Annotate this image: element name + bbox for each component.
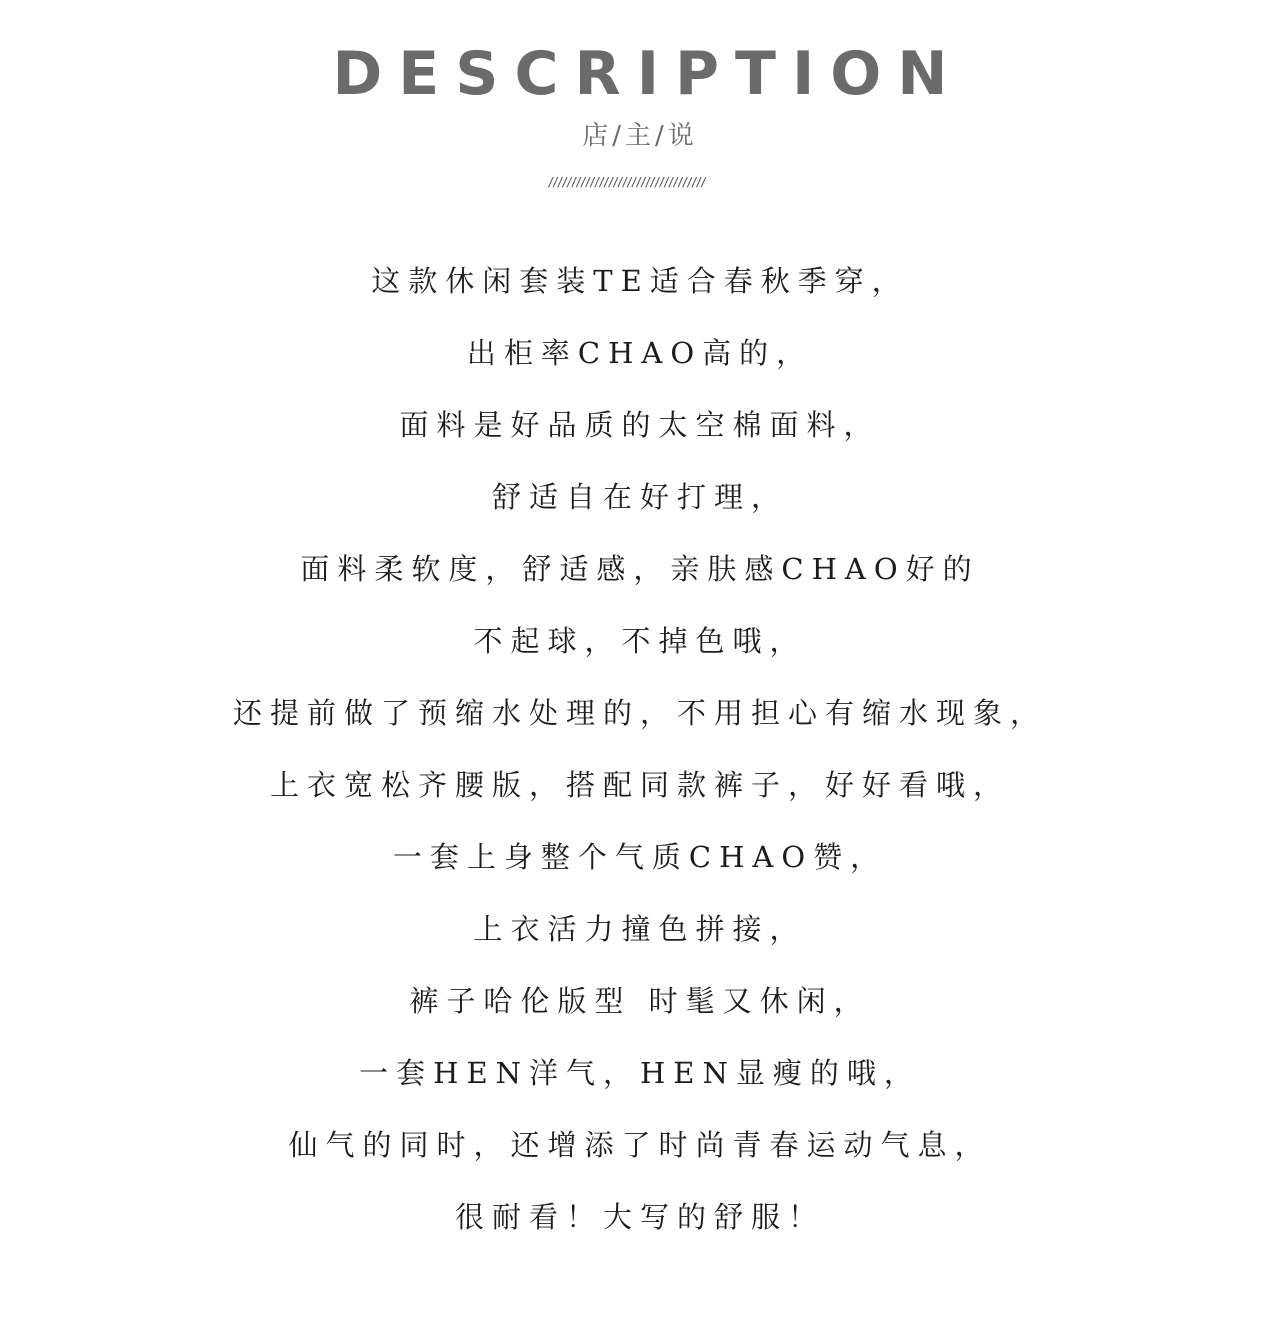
description-line: 还提前做了预缩水处理的，不用担心有缩水现象， bbox=[232, 696, 1047, 730]
description-line: 一套上身整个气质CHAO赞， bbox=[392, 840, 888, 874]
slash-divider: ////////////////////////////////// bbox=[547, 175, 705, 189]
page-subtitle: 店/主/说 bbox=[582, 121, 698, 151]
description-line: 面料柔软度，舒适感，亲肤感CHAO好的 bbox=[300, 552, 980, 586]
description-line: 这款休闲套装TE适合春秋季穿， bbox=[371, 264, 909, 298]
description-line: 仙气的同时，还增添了时尚青春运动气息， bbox=[288, 1128, 992, 1162]
description-line: 上衣宽松齐腰版，搭配同款裤子，好好看哦， bbox=[269, 768, 1010, 802]
description-line: 面料是好品质的太空棉面料， bbox=[399, 408, 881, 442]
description-text bbox=[0, 245, 1280, 1253]
description-line: 不起球，不掉色哦， bbox=[473, 624, 807, 658]
description-line: 出柜率CHAO高的， bbox=[466, 336, 814, 370]
description-line: 裤子哈伦版型 时髦又休闲， bbox=[409, 984, 871, 1018]
description-line: 一套HEN洋气，HEN显瘦的哦， bbox=[359, 1056, 921, 1090]
description-line: 很耐看！大写的舒服！ bbox=[454, 1200, 825, 1234]
page-title: DESCRIPTION bbox=[332, 39, 964, 109]
description-line: 舒适自在好打理， bbox=[491, 480, 788, 514]
description-line: 上衣活力撞色拼接， bbox=[473, 912, 807, 946]
